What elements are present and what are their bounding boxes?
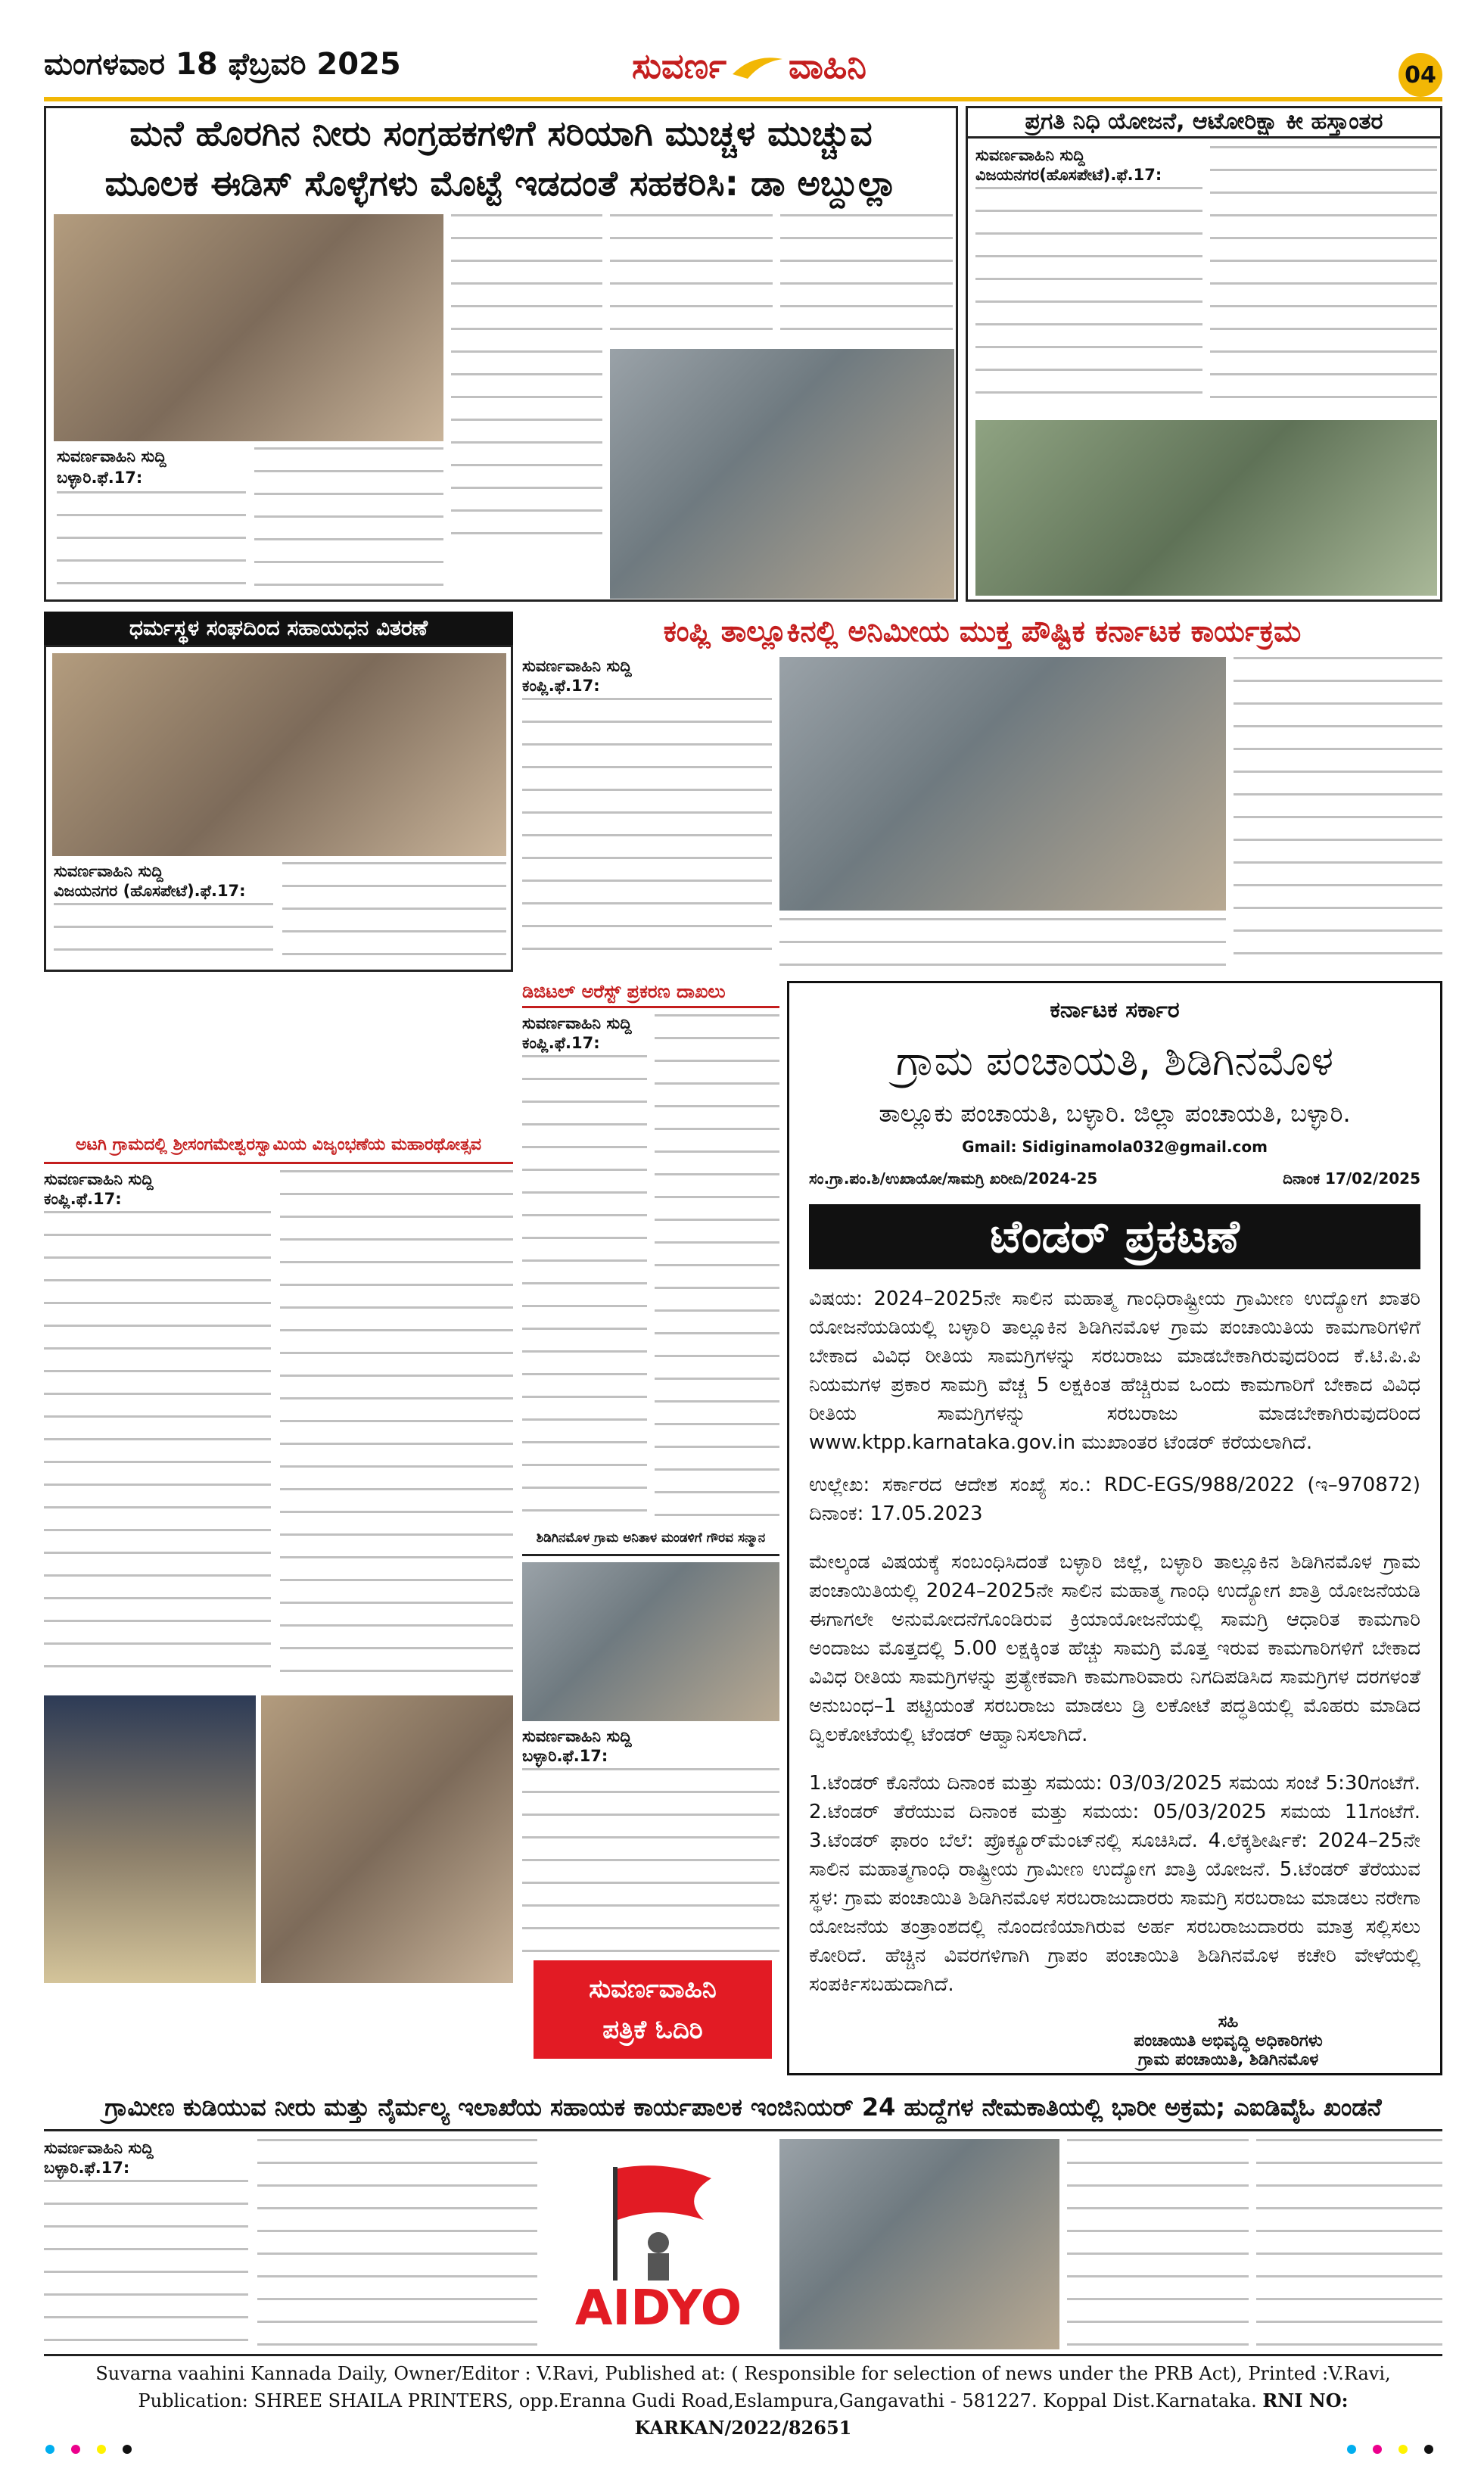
auto-byline: ಸುವರ್ಣವಾಹಿನಿ ಸುದ್ದಿ (975, 146, 1085, 164)
tender-sign-1: ಪಂಚಾಯಿತಿ ಅಭಿವೃದ್ಧಿ ಅಧಿಕಾರಿಗಳು (1134, 2031, 1323, 2050)
story-dharmasthala-headline: ಧರ್ಮಸ್ಥಳ ಸಂಘದಿಂದ ಸಹಾಯಧನ ವಿತರಣೆ (44, 612, 513, 645)
footer-imprint (44, 2360, 1442, 2442)
promo-line-2: ಪತ್ರಿಕೆ ಓದಿರಿ (602, 2015, 703, 2045)
story-dengue-panel (44, 106, 958, 602)
promo-box (534, 1960, 772, 2059)
dengue-dateline: ಬಳ್ಳಾರಿ.ಫೆ.17: (57, 469, 143, 487)
rathotsava-text-col-1 (44, 1211, 271, 1680)
aidyo-logo-text: AIDYO (574, 2281, 742, 2337)
flag-icon (583, 2152, 734, 2281)
anemia-photo (779, 657, 1226, 911)
story-anemia-panel (522, 657, 1442, 972)
footer-rni: RNI NO: KARKAN/2022/82651 (634, 2389, 1349, 2439)
tender-gov: ಕರ್ನಾಟಕ ಸರ್ಕಾರ (1050, 997, 1180, 1023)
rathotsava-photo-2 (261, 1695, 513, 1983)
dharmasthala-dateline: ವಿಜಯನಗರ (ಹೊಸಪೇಟೆ).ಫೆ.17: (54, 882, 246, 900)
felicitation-byline: ಸುವರ್ಣವಾಹಿನಿ ಸುದ್ದಿ (522, 1727, 632, 1745)
story-aidyo-panel (44, 2139, 1442, 2351)
story-rathotsava-panel (44, 1170, 513, 1723)
dharmasthala-text-col-2 (282, 862, 506, 968)
masthead-logo (632, 38, 882, 95)
aidyo-portrait (779, 2139, 1059, 2349)
logo-right-text: ವಾಹಿನಿ (789, 45, 866, 86)
footer-publication: Publication: SHREE SHAILA PRINTERS, opp.Eranna Gudi Road,Eslampura,Gangavathi - 581227. Koppal Dist.Karnataka. (138, 2390, 1257, 2411)
swoosh-icon (731, 51, 784, 82)
rathotsava-dateline: ಕಂಪ್ಲಿ.ಫೆ.17: (44, 1190, 122, 1208)
rathotsava-byline: ಸುವರ್ಣವಾಹಿನಿ ಸುದ್ದಿ (44, 1170, 154, 1188)
tender-title: ಟೆಂಡರ್ ಪ್ರಕಟಣೆ (809, 1204, 1420, 1269)
rathotsava-text-col-2 (280, 1170, 513, 1680)
aidyo-text-col-4 (1256, 2139, 1442, 2349)
footer-line-2 (44, 2387, 1442, 2442)
aidyo-byline: ಸುವರ್ಣವಾಹಿನಿ ಸುದ್ದಿ (44, 2139, 154, 2157)
tender-email: Gmail: Sidiginamola032@gmail.com (962, 1138, 1268, 1156)
story-digital-arrest-panel (522, 1014, 779, 1521)
tender-taluk: ತಾಲ್ಲೂಕು ಪಂಚಾಯತಿ, ಬಳ್ಳಾರಿ. ಜಿಲ್ಲಾ ಪಂಚಾಯತಿ, ಬಳ್ಳಾರಿ. (879, 1099, 1351, 1128)
anemia-photo-caption (779, 918, 1226, 970)
header-rule (44, 97, 1442, 101)
story-dengue-headline (46, 108, 956, 211)
aidyo-logo (545, 2139, 772, 2349)
story-digital-arrest-headline: ಡಿಜಿಟಲ್ ಅರೆಸ್ಟ್ ಪ್ರಕರಣ ದಾಖಲು (522, 981, 779, 1008)
page-number: 04 (1398, 53, 1442, 97)
tender-ref-row (809, 1169, 1420, 1188)
digital-arrest-dateline: ಕಂಪ್ಲಿ.ಫೆ.17: (522, 1034, 600, 1052)
auto-photo (975, 420, 1437, 596)
dharmasthala-byline: ಸುವರ್ಣವಾಹಿನಿ ಸುದ್ದಿ (54, 862, 163, 880)
dengue-photo-1 (54, 214, 443, 441)
anemia-dateline: ಕಂಪ್ಲಿ.ಫೆ.17: (522, 677, 600, 695)
anemia-byline: ಸುವರ್ಣವಾಹಿನಿ ಸುದ್ದಿ (522, 657, 632, 675)
tender-sign-2: ಗ್ರಾಮ ಪಂಚಾಯಿತಿ, ಶಿಡಿಗಿನಮೊಳ (1137, 2050, 1319, 2069)
tender-reference: ಉಲ್ಲೇಖ: ಸರ್ಕಾರದ ಆದೇಶ ಸಂಖ್ಯೆ ಸಂ.: RDC-EGS/988/2022 (ಇ–970872) ದಿನಾಂಕ: 17.05.2023 (809, 1474, 1420, 1525)
auto-text-col-2 (1210, 146, 1437, 414)
story-felicitation-panel (522, 1727, 779, 1954)
story-rathotsava-headline: ಅಟಗಿ ಗ್ರಾಮದಲ್ಲಿ ಶ್ರೀಸಂಗಮೇಶ್ವರಸ್ವಾಮಿಯ ವಿಜೃಂಭಣೆಯ ಮಹಾರಥೋತ್ಸವ (44, 1135, 513, 1164)
dengue-text-col-4 (780, 214, 953, 343)
digital-arrest-text-col-2 (655, 1014, 779, 1517)
aidyo-text-col-3 (1067, 2139, 1249, 2349)
print-registration-dots-right (1347, 2445, 1433, 2454)
dengue-text-col-1b (254, 447, 443, 599)
story-auto-headline: ಪ್ರಗತಿ ನಿಧಿ ಯೋಜನೆ, ಆಟೋರಿಕ್ಷಾ ಕೀ ಹಸ್ತಾಂತರ (968, 108, 1440, 139)
dengue-photo-2 (610, 349, 954, 599)
issue-date: ಮಂಗಳವಾರ 18 ಫೆಬ್ರವರಿ 2025 (44, 47, 401, 82)
tender-body: ಮೇಲ್ಕಂಡ ವಿಷಯಕ್ಕೆ ಸಂಬಂಧಿಸಿದಂತೆ ಬಳ್ಳಾರಿ ಜಿಲ್ಲೆ, ಬಳ್ಳಾರಿ ತಾಲ್ಲೂಕಿನ ಶಿಡಿಗಿನಮೊಳ ಗ್ರಾಮ ಪಂಚಾಯಿತಿಯಲ್ಲಿ 2024–2025ನೇ ಸಾಲಿನ ಮಹಾತ್ಮ ಗಾಂಧಿ ಉದ್ಯೋಗ ಖಾತ್ರಿ ಯೋಜನೆಯಡಿ ಈಗಾಗಲೇ ಅನುಮೋದನೆಗೊಂಡಿರುವ ಕ್ರಿಯಾಯೋಜನೆಯಲ್ಲಿ ಸಾಮಗ್ರಿ ಆಧಾರಿತ ಕಾಮಗಾರಿ ಅಂದಾಜು ಮೊತ್ತದಲ್ಲಿ 5.00 ಲಕ್ಷಕ್ಕಿಂತ ಹೆಚ್ಚು ಸಾಮಗ್ರಿ ಮೊತ್ತ ಇರುವ ಕಾಮಗಾರಿಗಳಿಗೆ ಬೇಕಾದ ವಿವಿಧ ರೀತಿಯ ಸಾಮಗ್ರಿಗಳನ್ನು ಪ್ರತ್ಯೇಕವಾಗಿ ಕಾಮಗಾರಿವಾರು ನಿಗದಿಪಡಿಸಿದ ಸಾಮಗ್ರಿಗಳ ದರಗಳಂತೆ ಅನುಬಂಧ–1 ಪಟ್ಟಿಯಂತೆ ಸರಬರಾಜು ಮಾಡಲು ಡ್ರಿ ಲಕೋಟೆ ಪದ್ಧತಿಯಲ್ಲಿ ಮೊಹರು ಮಾಡಿದ ದ್ವಿಲಕೋಟೆಯಲ್ಲಿ ಟೆಂಡರ್ ಆಹ್ವಾನಿಸಲಾಗಿದೆ. (809, 1551, 1420, 1746)
dengue-byline: ಸುವರ್ಣವಾಹಿನಿ ಸುದ್ದಿ (57, 447, 166, 465)
story-auto-panel (966, 106, 1442, 602)
felicitation-dateline: ಬಳ್ಳಾರಿ.ಫೆ.17: (522, 1747, 608, 1765)
rathotsava-photo-1 (44, 1695, 256, 1983)
logo-left-text: ಸುವರ್ಣ (632, 45, 727, 86)
tender-signature (1036, 2013, 1420, 2069)
aidyo-dateline: ಬಳ್ಳಾರಿ.ಫೆ.17: (44, 2159, 130, 2177)
tender-subject: ವಿಷಯ: 2024–2025ನೇ ಸಾಲಿನ ಮಹಾತ್ಮ ಗಾಂಧಿರಾಷ್ಟ್ರೀಯ ಗ್ರಾಮೀಣ ಉದ್ಯೋಗ ಖಾತರಿ ಯೋಜನೆಯಡಿಯಲ್ಲಿ ಬಳ್ಳಾರಿ ತಾಲ್ಲೂಕಿನ ಶಿಡಿಗಿನಮೊಳ ಗ್ರಾಮ ಪಂಚಾಯಿತಿಯ ಕಾಮಗಾರಿಗಳಿಗೆ ಬೇಕಾದ ವಿವಿಧ ರೀತಿಯ ಸಾಮಗ್ರಿಗಳನ್ನು ಸರಬರಾಜು ಮಾಡಬೇಕಾಗಿರುವುದರಿಂದ ಕೆ.ಟಿ.ಪಿ.ಪಿ ನಿಯಮಗಳ ಪ್ರಕಾರ ಸಾಮಗ್ರಿ ವೆಚ್ಚ 5 ಲಕ್ಷಕಿಂತ ಹೆಚ್ಚಿರುವ ಒಂದು ಕಾಮಗಾರಿಗೆ ಬೇಕಾದ ವಿವಿಧ ರೀತಿಯ ಸಾಮಗ್ರಿಗಳನ್ನು ಸರಬರಾಜು ಮಾಡಬೇಕಾಗಿರುವುದರಿಂದ www.ktpp.karnataka.gov.in ಮುಖಾಂತರ ಟೆಂಡರ್ ಕರೆಯಲಾಗಿದೆ. (809, 1287, 1421, 1454)
footer-rule (44, 2354, 1442, 2356)
story-anemia-headline: ಕಂಪ್ಲಿ ತಾಲ್ಲೂಕಿನಲ್ಲಿ ಅನಿಮೀಯ ಮುಕ್ತ ಪೌಷ್ಟಿಕ ಕರ್ನಾಟಕ ಕಾರ್ಯಕ್ರಮ (663, 615, 1302, 648)
anemia-text-col-1 (522, 698, 772, 970)
tender-items: 1.ಟೆಂಡರ್ ಕೊನೆಯ ದಿನಾಂಕ ಮತ್ತು ಸಮಯ: 03/03/2025 ಸಮಯ ಸಂಜೆ 5:30ಗಂಟೆಗೆ. 2.ಟೆಂಡರ್ ತೆರೆಯುವ ದಿನಾಂಕ ಮತ್ತು ಸಮಯ: 05/03/2025 ಸಮಯ 11ಗಂಟೆಗೆ. 3.ಟೆಂಡರ್ ಫಾರಂ ಬೆಲೆ: ಪ್ರೊಕ್ಯೂರ್‌ಮೆಂಟ್‌ನಲ್ಲಿ ಸೂಚಿಸಿದೆ. 4.ಲೆಕ್ಕಶೀರ್ಷಿಕೆ: 2024–25ನೇ ಸಾಲಿನ ಮಹಾತ್ಮಗಾಂಧಿ ರಾಷ್ಟ್ರೀಯ ಗ್ರಾಮೀಣ ಉದ್ಯೋಗ ಖಾತ್ರಿ ಯೋಜನೆ. 5.ಟೆಂಡರ್ ತೆರೆಯುವ ಸ್ಥಳ: ಗ್ರಾಮ ಪಂಚಾಯಿತಿ ಶಿಡಿಗಿನಮೊಳ ಸರಬರಾಜುದಾರರು ಸಾಮಗ್ರಿ ಸರಬರಾಜು ಮಾಡಲು ನರೇಗಾ ಯೋಜನೆಯ ತಂತ್ರಾಂಶದಲ್ಲಿ ನೊಂದಣಿಯಾಗಿರುವ ಅರ್ಹ ಸರಬರಾಜುದಾರರು ಮಾತ್ರ ಸಲ್ಲಿಸಲು ಕೋರಿದೆ. ಹೆಚ್ಚಿನ ವಿವರಗಳಿಗಾಗಿ ಗ್ರಾಪಂ ಪಂಚಾಯಿತಿ ಶಿಡಿಗಿನಮೊಳ ಕಚೇರಿ ವೇಳೆಯಲ್ಲಿ ಸಂಪರ್ಕಿಸಬಹುದಾಗಿದೆ. (809, 1772, 1420, 1996)
dengue-text-col-2 (451, 214, 602, 547)
dengue-text-col-1 (57, 491, 246, 597)
promo-line-1: ಸುವರ್ಣವಾಹಿನಿ (589, 1974, 717, 2004)
tender-ref-date: ದಿನಾಂಕ 17/02/2025 (1283, 1169, 1420, 1188)
anemia-text-col-3 (1234, 657, 1442, 970)
dharmasthala-photo (52, 653, 506, 856)
felicitation-text (522, 1768, 779, 1953)
dengue-text-col-3 (610, 214, 773, 343)
auto-text-col-1 (975, 187, 1202, 414)
story-aidyo-headline: ಗ್ರಾಮೀಣ ಕುಡಿಯುವ ನೀರು ಮತ್ತು ನೈರ್ಮಲ್ಯ ಇಲಾಖೆಯ ಸಹಾಯಕ ಕಾರ್ಯಪಾಲಕ ಇಂಜಿನಿಯರ್ 24 ಹುದ್ದೆಗಳ ನೇಮಕಾತಿಯಲ್ಲಿ ಭಾರೀ ಅಕ್ರಮ; ಎಐಡಿವೈಓ ಖಂಡನೆ (44, 2088, 1442, 2131)
digital-arrest-byline: ಸುವರ್ಣವಾಹಿನಿ ಸುದ್ದಿ (522, 1014, 632, 1032)
felicitation-photo (522, 1562, 779, 1721)
tender-gp: ಗ್ರಾಮ ಪಂಚಾಯತಿ, ಶಿಡಿಗಿನಮೊಳ (895, 1037, 1334, 1085)
auto-dateline: ವಿಜಯನಗರ(ಹೊಸಪೇಟೆ).ಫೆ.17: (975, 166, 1162, 184)
digital-arrest-text-col-1 (522, 1055, 647, 1517)
headline-line-2: ಮೂಲಕ ಈಡಿಸ್ ಸೊಳ್ಳೆಗಳು ಮೊಟ್ಟೆ ಇಡದಂತೆ ಸಹಕರಿಸಿ: ಡಾ ಅಬ್ದುಲ್ಲಾ (104, 163, 898, 204)
story-dharmasthala-panel (44, 645, 513, 972)
print-registration-dots-left (45, 2445, 132, 2454)
aidyo-text-col-2 (257, 2139, 537, 2349)
footer-line-1: Suvarna vaahini Kannada Daily, Owner/Editor : V.Ravi, Published at: ( Responsible for selection of news under the PRB Act), Printed :V.Ravi, (95, 2363, 1391, 2384)
dharmasthala-text-col-1 (54, 903, 273, 968)
aidyo-text-col-1 (44, 2180, 248, 2349)
story-felicitation-headline: ಶಿಡಿಗಿನಮೊಳ ಗ್ರಾಮ ಅನಿತಾಳ ಮಂಡಳಿಗೆ ಗೌರವ ಸನ್ಮಾನ (522, 1530, 779, 1556)
tender-ref-no: ಸಂ.ಗ್ರಾ.ಪಂ.ಶಿ/ಉಖಾಯೋ/ಸಾಮಗ್ರಿ ಖರೀದಿ/2024-25 (809, 1169, 1098, 1188)
headline-line-1: ಮನೆ ಹೊರಗಿನ ನೀರು ಸಂಗ್ರಹಕಗಳಿಗೆ ಸರಿಯಾಗಿ ಮುಚ್ಚಳ ಮುಚ್ಚುವ (129, 113, 873, 154)
tender-notice (787, 981, 1442, 2075)
tender-sign-label: ಸಹಿ (1218, 2013, 1239, 2031)
